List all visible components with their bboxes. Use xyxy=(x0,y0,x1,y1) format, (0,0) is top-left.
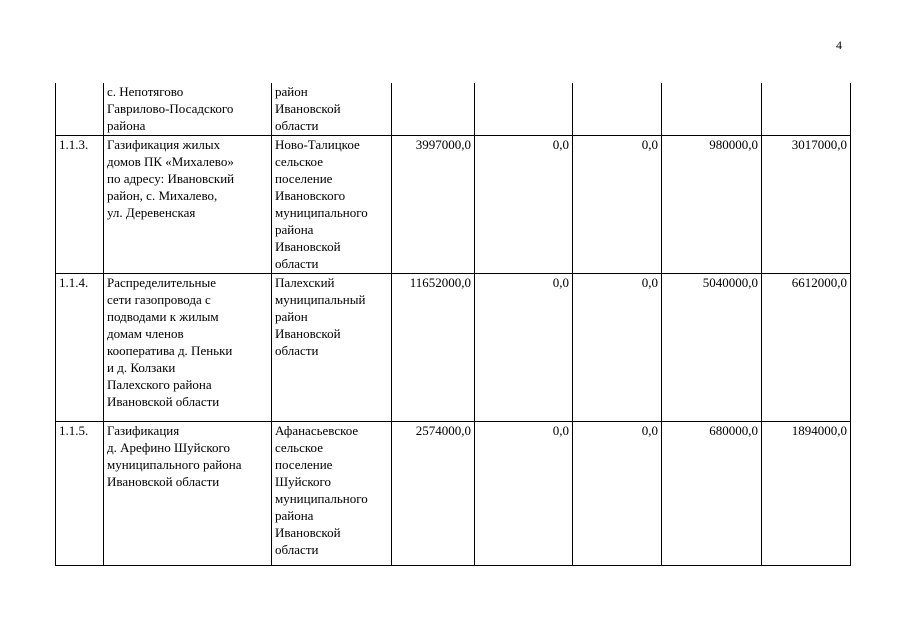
object-name-line: Ивановской области xyxy=(107,473,220,489)
total-value xyxy=(392,83,475,135)
value-col-1: 0,0 xyxy=(475,273,573,421)
municipality-line: области xyxy=(275,541,319,557)
object-name-line: муниципального района xyxy=(107,456,242,472)
value-col-2: 0,0 xyxy=(573,421,662,565)
object-name-line: кооператива д. Пеньки xyxy=(107,342,233,358)
municipality-line: муниципальный xyxy=(275,291,366,307)
municipality-line: Ивановской xyxy=(275,325,341,341)
municipality-line: поселение xyxy=(275,170,333,186)
object-name-line: Ивановской области xyxy=(107,393,220,409)
municipality-line: сельское xyxy=(275,439,323,455)
object-name-line: и д. Колзаки xyxy=(107,359,176,375)
object-name xyxy=(104,135,272,273)
object-name-line: района xyxy=(107,118,146,133)
municipality-line: района xyxy=(275,221,314,237)
value-col-4: 6612000,0 xyxy=(762,273,851,421)
value-col-2: 0,0 xyxy=(573,135,662,273)
object-name-line: по адресу: Ивановский xyxy=(107,170,235,186)
municipality-line: сельское xyxy=(275,153,323,169)
municipality-line: муниципального xyxy=(275,490,368,506)
table-body xyxy=(56,83,851,565)
municipality-line: район xyxy=(275,84,308,99)
value-col-4 xyxy=(762,83,851,135)
row-number xyxy=(56,83,104,135)
municipality-line: Ивановской xyxy=(275,238,341,254)
object-name-line: д. Арефино Шуйского xyxy=(107,439,231,455)
municipality xyxy=(272,135,392,273)
municipality-line: Афанасьевское xyxy=(275,422,359,438)
object-name-line: Распределительные xyxy=(107,274,216,290)
row-number: 1.1.5. xyxy=(56,421,104,565)
municipality-line: области xyxy=(275,118,319,133)
municipality-line: Палехский xyxy=(275,274,335,290)
object-name-line: ул. Деревенская xyxy=(107,204,196,220)
value-col-1: 0,0 xyxy=(475,421,573,565)
municipality xyxy=(272,421,392,565)
value-col-4: 3017000,0 xyxy=(762,135,851,273)
municipality xyxy=(272,83,392,135)
row-number: 1.1.3. xyxy=(56,135,104,273)
object-name-line: район, с. Михалево, xyxy=(107,187,218,203)
total-value: 3997000,0 xyxy=(392,135,475,273)
object-name xyxy=(104,273,272,421)
object-name-line: Газификация xyxy=(107,422,180,438)
page-number: 4 xyxy=(836,38,842,52)
value-col-4: 1894000,0 xyxy=(762,421,851,565)
value-col-3: 5040000,0 xyxy=(662,273,762,421)
value-col-2: 0,0 xyxy=(573,273,662,421)
value-col-1 xyxy=(475,83,573,135)
municipality-line: Ивановской xyxy=(275,524,341,540)
projects-table xyxy=(55,83,851,566)
row-number: 1.1.4. xyxy=(56,273,104,421)
municipality-line: области xyxy=(275,255,319,271)
object-name-line: сети газопровода с xyxy=(107,291,211,307)
total-value: 11652000,0 xyxy=(392,273,475,421)
object-name xyxy=(104,421,272,565)
object-name-line: с. Непотягово xyxy=(107,84,184,99)
municipality-line: Ивановской xyxy=(275,101,341,116)
object-name-line: домам членов xyxy=(107,325,184,341)
value-col-1: 0,0 xyxy=(475,135,573,273)
object-name xyxy=(104,83,272,135)
value-col-2 xyxy=(573,83,662,135)
object-name-line: Гаврилово-Посадского xyxy=(107,101,234,116)
object-name-line: подводами к жилым xyxy=(107,308,219,324)
municipality-line: Ивановского xyxy=(275,187,346,203)
object-name-line: Палехского района xyxy=(107,376,212,392)
municipality-line: Шуйского xyxy=(275,473,332,489)
value-col-3 xyxy=(662,83,762,135)
municipality-line: муниципального xyxy=(275,204,368,220)
municipality-line: Ново-Талицкое xyxy=(275,136,360,152)
municipality-line: поселение xyxy=(275,456,333,472)
table-row xyxy=(56,83,851,135)
table-row xyxy=(56,135,851,273)
table-row xyxy=(56,273,851,421)
municipality-line: области xyxy=(275,342,319,358)
object-name-line: Газификация жилых xyxy=(107,136,221,152)
municipality-line: район xyxy=(275,308,308,324)
object-name-line: домов ПК «Михалево» xyxy=(107,153,234,169)
table-row xyxy=(56,421,851,565)
municipality-line: района xyxy=(275,507,314,523)
value-col-3: 680000,0 xyxy=(662,421,762,565)
municipality xyxy=(272,273,392,421)
value-col-3: 980000,0 xyxy=(662,135,762,273)
total-value: 2574000,0 xyxy=(392,421,475,565)
